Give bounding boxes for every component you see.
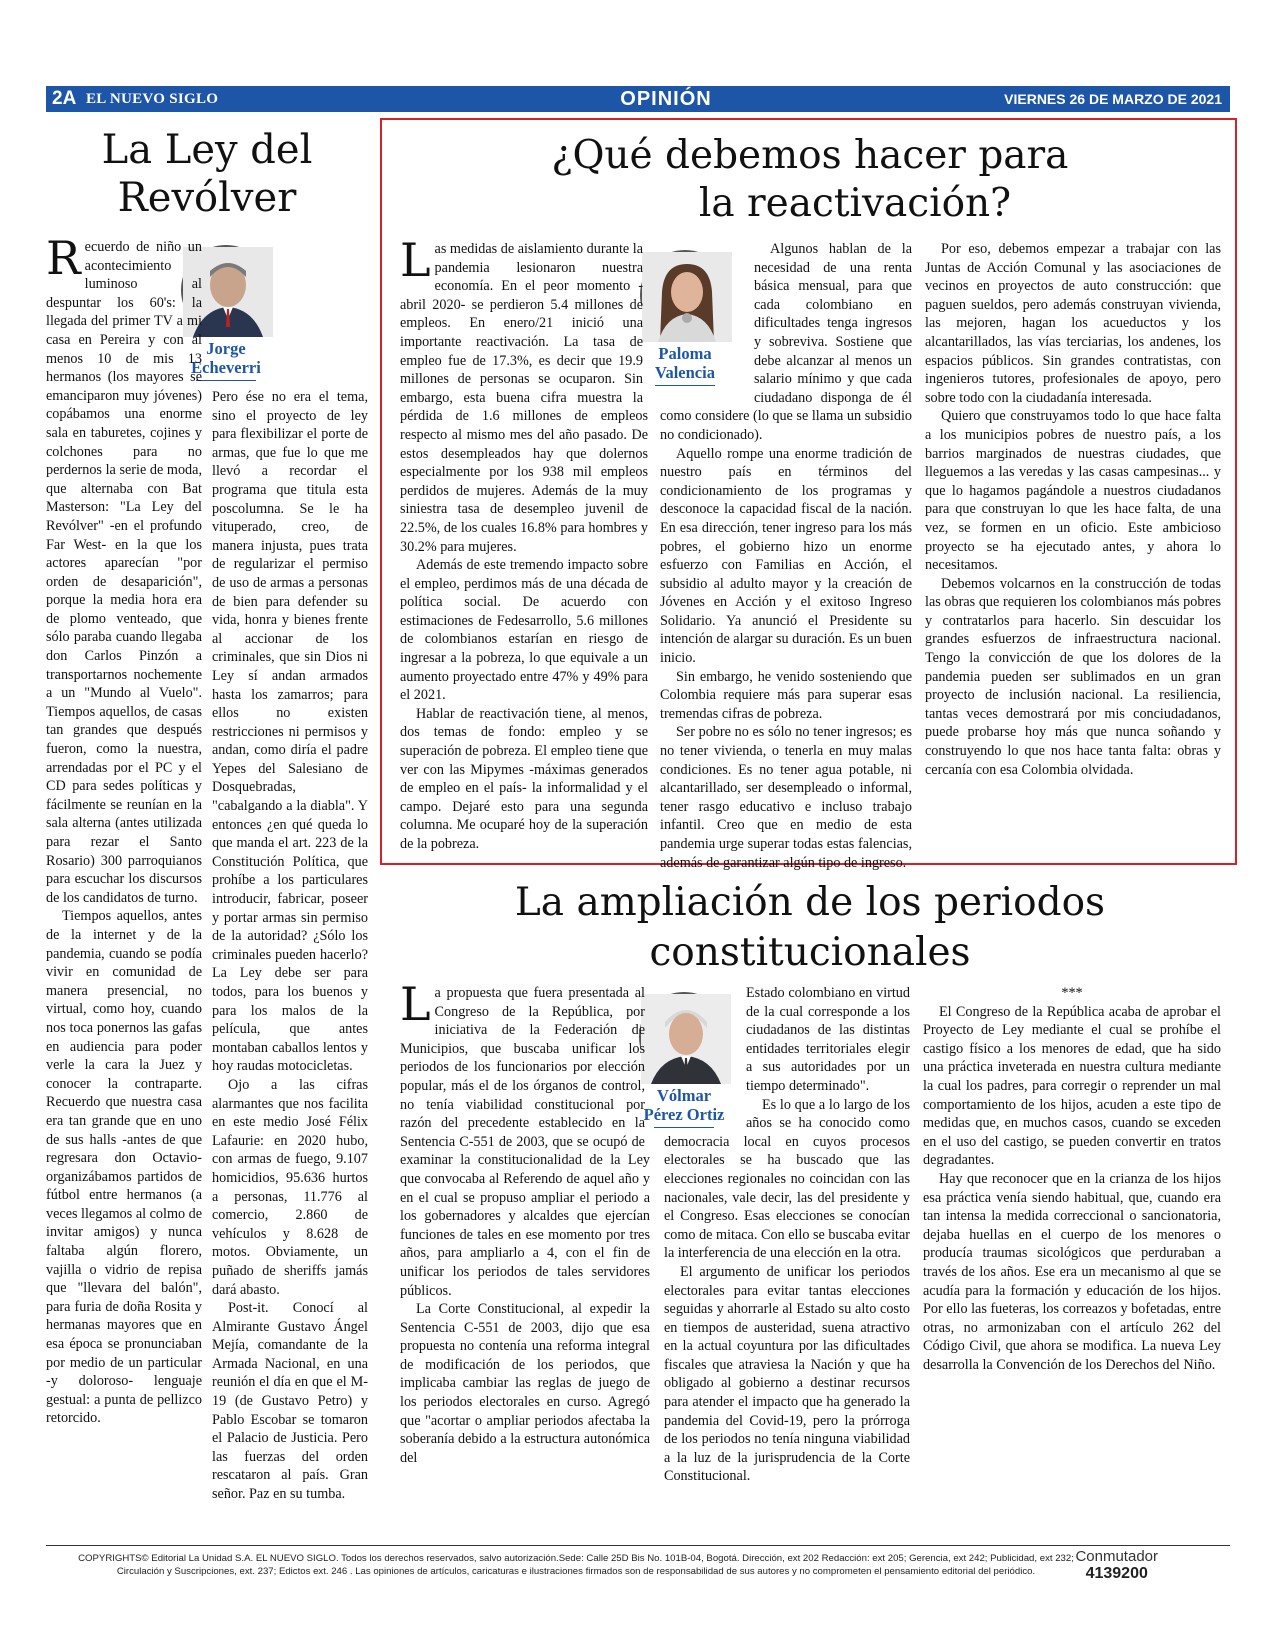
dropcap: R — [46, 231, 81, 285]
article2-column3 — [925, 240, 1221, 852]
paragraph-text: a propuesta que fuera presentada al Congreso de la República, por iniciativa de la Federación de Municipios, que buscaba unificar los periodos de los funcionarios por elección popular, más el de los órganos de control, no tenía viabilidad constitucional por razón del precedente establecido en la Sentencia C-551 de 2003, que se ocupó de examinar la constitucionalidad de la Ley que convocaba al Referendo de aquel año y en el cual se propuso ampliar el periodo a los gobernadores y alcaldes que ejercían funciones de tales en ese momento por tres años, para ampliarlo a 4, con el fin de unificar los periodos de tales servidores públicos. — [400, 985, 650, 1299]
article3-title — [400, 878, 1220, 978]
paragraph-text: ecuerdo de niño un acontecimiento luminoso al despuntar los 60's: la llegada del primer TV a mi casa en Pereira y con al menos 10 de mis 13 hermanos (los mayores se emanciparon muy jóvenes) copábamos una enorme sala en taburetes, cojines y colchones para no perdernos la serie de moda, que alternaba con Bat Masterson: "La Ley del Revólver" -en el profundo Far West- en la que los actores aparecían "por orden de desaparición", porque la media hora era de plomo venteado, que sólo paraba cuando llegaba don Carlos Pinzón a transportarnos nochemente a un "Mundo al Vuelo". Tiempos aquellos, de casas tan grandes que después fueron, como la nuestra, arrendadas por el PC y el CD para sedes políticas y fácilmente se reunían en la sala alterna (antes utilizada para rezar el Santo Rosario) 300 parroquianos para escuchar los discursos de los candidatos de turno. — [46, 239, 202, 906]
copyright-notice — [66, 1552, 1086, 1578]
article1-title-line1: La Ley del — [101, 127, 313, 173]
paragraph: Debemos volcarnos en la construcción de todas las obras que requieren los colombianos más pobres y contratarlos para hacerlo. Sin descuidar los grandes esfuerzos de infraestructura nacional. Tengo la convicción de que los dolores de la pandemia pueden ser sublimados en un gran proyecto de inclusión nacional. La resiliencia, tantas veces demostrará por mis conciudadanos, puede probarse hoy más que nunca soñando y construyendo lo que nos hace tanta falta: obras y cercanía con esa Colombia olvidada. — [925, 575, 1221, 778]
section-title: OPINIÓN — [620, 88, 712, 110]
article2-title-line2: la reactivación? — [698, 181, 1012, 226]
paragraph: Tiempos aquellos, antes de la internet y de la pandemia, cuando se podía vivir en comunidad de manera presencial, no virtual, como hoy, cuando nos toca ponernos las gafas en audiencia para poder verle la cara la Juez y conocer la contraparte. Recuerdo que nuestra casa era tan grande que en uno de sus halls -antes de que regresara don Octavio- organizábamos partidos de fútbol entre hermanos (a veces llegamos al colmo de invitar amigos) y nunca faltaba algún florero, vajilla o vidrio de repisa que "llevara del balón", para furia de doña Rosita y hermanas mayores que en esa época se pronunciaban por medio de un particular -y doloroso- lenguaje gestual: a punta de pellizco retorcido. — [46, 908, 203, 1427]
page-header — [46, 86, 1230, 112]
paragraph: Post-it. Conocí al Almirante Gustavo Ángel Mejía, comandante de la Armada Nacional, en una reunión el día en que el M-19 (de Gustavo Petro) y Pablo Escobar se tomaron el Palacio de Justicia. Pero las fuerzas del orden rescataron al país. Gran señor. Paz en su tumba. — [212, 1300, 368, 1503]
paragraph: Estado colombiano en virtud de la cual corresponde a los ciudadanos de las distintas entidades territoriales elegir a sus autoridades por un tiempo determinado". — [746, 985, 910, 1094]
author-last-name: Valencia — [655, 363, 715, 382]
paragraph: Quiero que construyamos todo lo que hace falta a los municipios pobres de nuestro país, a los barrios marginados de nuestras ciudades, que lleguemos a las veredas y las casas campesinas... y que lo hagamos pagándole a nuestros ciudadanos para que construyan lo que les hace falta, de una vez, se formen en un oficio. Este ambicioso proyecto se ha ejecutado antes, y ahora lo necesitamos. — [925, 408, 1221, 574]
author-last-name: Echeverri — [191, 358, 261, 377]
issue-date: VIERNES 26 DE MARZO DE 2021 — [1004, 91, 1222, 107]
author-first-name: Jorge — [206, 339, 246, 358]
paragraph: Ojo a las cifras alarmantes que nos facilita en este medio José Félix Lafaurie: en 2020 hubo, con armas de fuego, 9.107 homicidios, 95.636 hurtos a personas, 11.776 al comercio, 2.860 de vehículos y 8.628 de motos. Obviamente, un puñado de sheriffs jamás dará abasto. — [212, 1076, 368, 1298]
author-first-name: Paloma — [658, 344, 712, 363]
article1-title-line2: Revólver — [117, 175, 297, 221]
switchboard-label: Conmutador — [1075, 1548, 1158, 1565]
copyright-line1: COPYRIGHTS© Editorial La Unidad S.A. EL NUEVO SIGLO. Todos los derechos reservados, salvo autorización.Sede: Calle 25D Bis No. 101B-04, Bogotá. Dirección, ext 202 Redacción: ext 205; Gerencia, ext 242; Publicidad, ext 232; — [78, 1553, 1074, 1564]
paragraph: Aquello rompe una enorme tradición de nuestro país en términos del condicionamiento de los programas y desconoce la capacidad fiscal de la nación. En esa dirección, tener ingreso para los más pobres, el gobierno hizo un enorme esfuerzo con Familias en Acción, el subsidio al adulto mayor y la creación de Jóvenes en Acción y el exitoso Ingreso Solidario. Ya anunció el Presidente su intención de alargar su duración. Es un buen inicio. — [660, 445, 912, 667]
newspaper-name: EL NUEVO SIGLO — [86, 91, 219, 107]
article3-column2 — [664, 984, 910, 1485]
article2-column2 — [660, 240, 912, 871]
paragraph: La Corte Constitucional, al expedir la Sentencia C-551 de 2003, dijo que esa propuesta no contenía una reforma integral de modificación de los periodos, que implicaba cambiar las reglas de juego de los periodos electorales en curso. Agregó que "acortar o ampliar periodos afectaba la soberanía debido a la estructura autonómica del — [400, 1301, 650, 1466]
paragraph — [400, 233, 648, 556]
paragraph: El Congreso de la República acaba de aprobar el Proyecto de Ley mediante el cual se prohíbe el castigo físico a los menores de edad, que ha sido una práctica inveterada en nuestra cultura mediante la cual los padres, para corregir o reprender un mal comportamiento de los hijos, acuden a este tipo de medidas que, en muchos casos, cuando se exceden en el uso del castigo, se pueden convertir en tratos degradantes. — [923, 1003, 1221, 1169]
paragraph: Hay que reconocer que en la crianza de los hijos esa práctica venía siendo habitual, que, cuando era tan intensa la medida correccional o sancionatoria, dejaba huellas en el cuerpo de los menores o producía traumas sicológicos que perduraban a través de los años. Ese era un mecanismo al que se acudía para la formación y educación de los hijos. Por ello las fueteras, los correazos y bofetadas, entre otras, no armonizaban con el artículo 262 del Código Civil, que ahora se modifica. La nueva Ley desarrolla la Convención de los Derechos del Niño. — [923, 1170, 1221, 1373]
paragraph-text: as medidas de aislamiento durante la pandemia lesionaron nuestra economía. En el peor momento -abril 2020- se perdieron 5.4 millones de empleos. En enero/21 inició una importante reactivación. La tasa de empleo fue de 17.3%, es decir que 19.9 millones de personas se ocuparon. Sin embargo, esta buena cifra muestra la pérdida de 1.6 millones de empleos respecto al mismo mes del año pasado. De estos desempleados hay que dolernos especialmente por los 938 mil empleos perdidos de mujeres. Además de la muy siniestra tasa de desempleo juvenil de 22.5%, de los cuales 16.8% para hombres y 30.2% para mujeres. — [400, 241, 648, 555]
paragraph: Es lo que a lo largo de los años se ha conocido como democracia local en cuyos procesos electorales se ha buscado que las elecciones regionales no coincidan con las nacionales, vale decir, las del presidente y el Congreso. Esas elecciones se conocían como de mitaca. Con ello se buscaba evitar la interferencia de una elección en la otra. — [664, 1096, 910, 1262]
paragraph: Ser pobre no es sólo no tener ingresos; es no tener vivienda, o tenerla en muy malas condiciones. Es no tener agua potable, ni alcantarillado, ser desempleado o informal, tener rasgo educativo e incluso trabajo infantil. Creo que en medio de esta pandemia urge superar todas estas falencias, además de garantizar algún tipo de ingreso. — [660, 724, 912, 871]
article2-title — [400, 132, 1220, 228]
author-first-name: Vólmar — [656, 1086, 712, 1105]
page-footer — [46, 1545, 1230, 1582]
dropcap: L — [400, 977, 431, 1031]
paragraph: Además de este tremendo impacto sobre el empleo, perdimos más de una década de política social. De acuerdo con estimaciones de Fedesarrollo, 5.6 millones de colombianos estarían en riesgo de ingresar a la pobreza, lo que equivale a un aumento proyectado entre 47% y 49% para el 2021. — [400, 557, 648, 704]
article1-title — [46, 126, 368, 222]
article1-column1 — [46, 231, 203, 1438]
article2-column1 — [400, 233, 648, 852]
paragraph: El argumento de unificar los periodos electorales para evitar tantas elecciones seguidas y ahorrarle al Estado su alto costo en tiempos de austeridad, suena atractivo en la actual coyuntura por las dificultades fiscales que atraviesa la Nación y que ha obligado al gobierno a destinar recursos para atender el impacto que ha generado la pandemia del Covid-19, pero la prórroga de los periodos no tenía ninguna viabilidad a la luz de la jurisprudencia de la Corte Constitucional. — [664, 1263, 910, 1485]
section-divider: *** — [1061, 985, 1083, 1001]
paragraph: Hablar de reactivación tiene, al menos, dos temas de fondo: empleo y se superación de pobreza. El empleo tiene que ver con las Mipymes -máximas generados de empleo en el país- la informalidad y el campo. Dejaré esto para una segunda columna. Me ocuparé hoy de la superación de la pobreza. — [400, 705, 648, 852]
paragraph: Algunos hablan de la necesidad de una renta básica mensual, para que cada colombiano en dificultades tenga ingresos y sobreviva. Sostiene que debe alcanzar al menos un salario mínimo y que cada ciudadano disponga de él como considere (lo que se llama un subsidio no condicionado). — [660, 241, 912, 443]
author-last-name: Pérez Ortiz — [643, 1105, 725, 1124]
paragraph — [400, 977, 650, 1300]
copyright-line2: Circulación y Suscripciones, ext. 237; Edictos ext. 246 . Las opiniones de artículos, caricaturas e ilustraciones firmados son de responsabilidad de sus autores y no comprometen el pensamiento editorial del periódico. — [116, 1566, 1036, 1577]
article3-title-line1: La ampliación de los periodos — [514, 880, 1106, 925]
article3-column3 — [923, 984, 1221, 1476]
article2-title-line1: ¿Qué debemos hacer para — [551, 133, 1069, 178]
paragraph: Por eso, debemos empezar a trabajar con las Juntas de Acción Comunal y las asociaciones de vecinos en proyectos de auto construcción: que paguen sueldos, pero además construyan vivienda, las mejoren, hagan los acueductos y los alcantarillados, las vías terciarias, los andenes, los espacios públicos. Sin grandes contratistas, con ingenieros tutores, profesionales de apoyo, pero sobre todo con la ciudadanía interesada. — [925, 241, 1221, 406]
paragraph: Sin embargo, he venido sosteniendo que Colombia requiere más para superar esas tremendas cifras de pobreza. — [660, 668, 912, 722]
page-number: 2A — [52, 88, 77, 109]
article1-column2 — [212, 238, 368, 1503]
switchboard — [1075, 1548, 1158, 1583]
article3-title-line2: constitucionales — [649, 930, 971, 975]
article3-column1 — [400, 977, 650, 1476]
dropcap: L — [400, 233, 431, 287]
switchboard-number: 4139200 — [1085, 1565, 1148, 1582]
paragraph — [46, 231, 202, 907]
paragraph: Pero ése no era el tema, sino el proyecto de ley para flexibilizar el porte de armas, que fue lo que me llevó a recordar el programa que titula esta poscolumna. Se le ha vituperado, creo, de manera injusta, pues trata de regularizar el permiso de uso de armas a personas de bien para defender su vida, honra y bienes frente al accionar de los criminales, que sin Dios ni Ley sí andan armados hasta los zamarros; para ellos no existen restricciones ni permisos y andan, como diría el padre Yepes del Salesiano de Dosquebradas, "cabalgando a la diabla". Y entonces ¿en qué queda lo que manda el art. 223 de la Constitución Política, que prohíbe a los particulares introducir, fabricar, poseer y portar armas sin permiso de la autoridad? ¿Sólo los criminales pueden hacerlo? La Ley debe ser para todos, para los buenos y para los malos de la película, que antes montaban caballos lentos y hoy raudas motocicletas. — [212, 389, 368, 1075]
